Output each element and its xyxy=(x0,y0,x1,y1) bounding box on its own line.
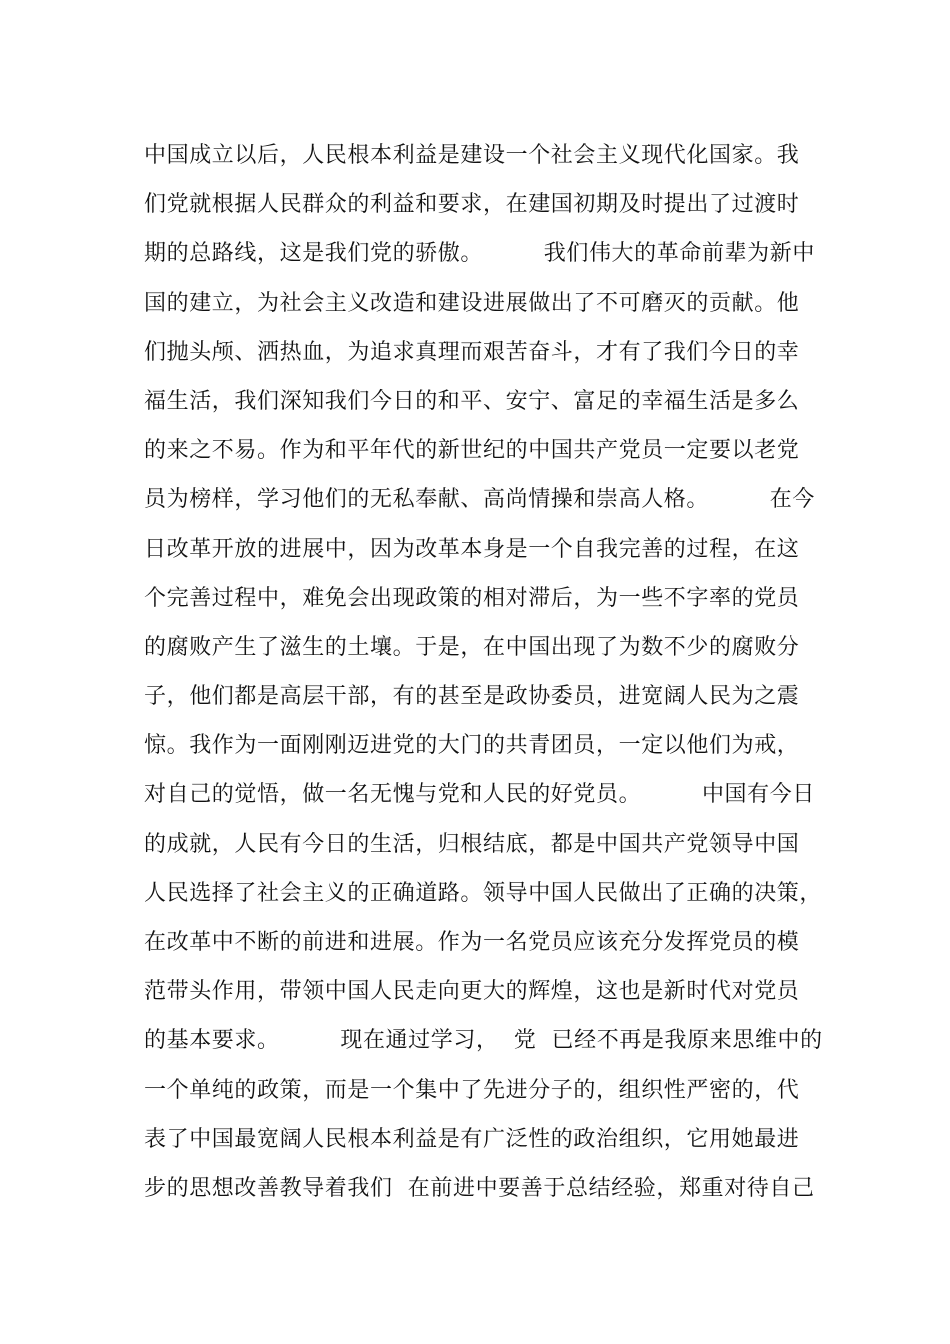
text-line: 步的思想改善教导着我们 在前进中要善于总结经验，郑重对待自己 xyxy=(144,1175,815,1201)
text-line: 的来之不易。作为和平年代的新世纪的中国共产党员一定要以老党 xyxy=(144,438,800,464)
text-line: 人民选择了社会主义的正确道路。领导中国人民做出了正确的决策， xyxy=(144,880,823,906)
text-line: 惊。我作为一面刚刚迈进党的大门的共青团员，一定以他们为戒， xyxy=(144,733,800,759)
text-line: 日改革开放的进展中，因为改革本身是一个自我完善的过程，在这 xyxy=(144,536,800,562)
text-line: 一个单纯的政策，而是一个集中了先进分子的，组织性严密的，代 xyxy=(144,1077,800,1103)
text-line: 子，他们都是高层干部，有的甚至是政协委员，进宽阔人民为之震 xyxy=(144,684,800,710)
text-line: 的成就，人民有今日的生活，归根结底，都是中国共产党领导中国 xyxy=(144,831,800,857)
text-line: 个完善过程中，难免会出现政策的相对滞后，为一些不字率的党员 xyxy=(144,585,800,611)
text-line: 对自己的觉悟，做一名无愧与党和人民的好党员。 中国有今日 xyxy=(144,782,815,808)
text-line: 在改革中不断的前进和进展。作为一名党员应该充分发挥党员的模 xyxy=(144,930,800,955)
text-line: 的腐败产生了滋生的土壤。于是，在中国出现了为数不少的腐败分 xyxy=(144,634,800,660)
text-line: 们抛头颅、洒热血，为追求真理而艰苦奋斗，才有了我们今日的幸 xyxy=(144,339,800,365)
text-line: 的基本要求。 现在通过学习， 党 已经不再是我原来思维中的 xyxy=(144,1028,823,1054)
text-line: 员为榜样，学习他们的无私奉献、高尚情操和崇高人格。 在今 xyxy=(144,487,815,513)
text-line: 福生活，我们深知我们今日的和平、安宁、富足的幸福生活是多么 xyxy=(144,388,800,414)
text-line: 国的建立，为社会主义改造和建设进展做出了不可磨灭的贡献。他 xyxy=(144,290,800,316)
text-line: 期的总路线，这是我们党的骄傲。 我们伟大的革命前辈为新中 xyxy=(144,241,815,267)
text-line: 们党就根据人民群众的利益和要求，在建国初期及时提出了过渡时 xyxy=(144,192,800,218)
text-line: 范带头作用，带领中国人民走向更大的辉煌，这也是新时代对党员 xyxy=(144,979,800,1005)
body-text xyxy=(144,131,834,1213)
text-line: 表了中国最宽阔人民根本利益是有广泛性的政治组织，它用她最进 xyxy=(144,1126,800,1152)
text-line: 中国成立以后，人民根本利益是建设一个社会主义现代化国家。我 xyxy=(144,143,800,168)
